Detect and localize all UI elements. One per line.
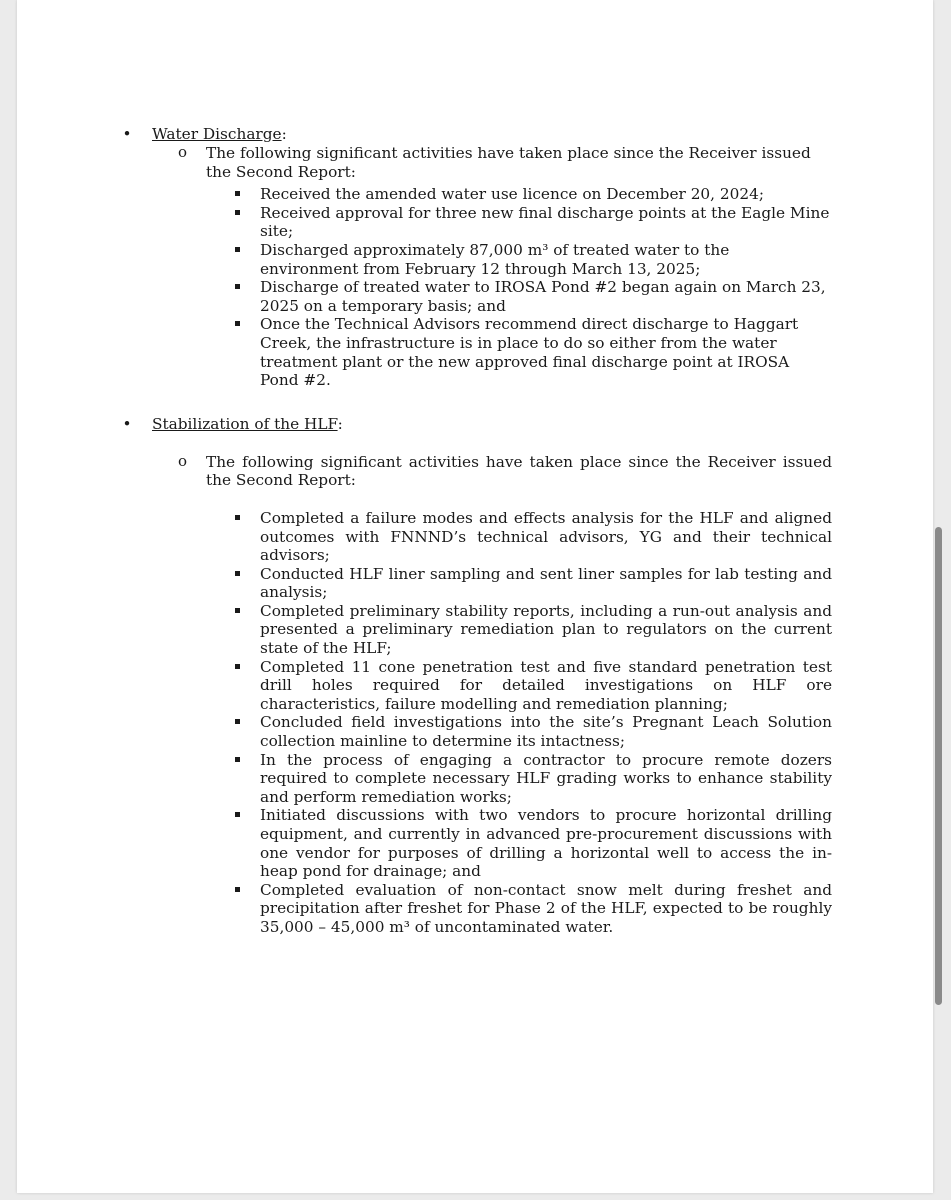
list-item <box>260 315 832 389</box>
square-bullet-icon <box>235 321 240 326</box>
bullet-icon: • <box>122 414 132 433</box>
square-bullet-icon <box>235 719 240 724</box>
heading-colon: : <box>281 125 287 143</box>
list-item <box>260 278 832 315</box>
square-bullet-icon <box>235 757 240 762</box>
square-bullet-icon <box>235 571 240 576</box>
list-item <box>260 602 832 658</box>
list-item-text: Completed a failure modes and effects analysis for the HLF and aligned outcomes with FNNND’s technical advisors, YG and their technical advisors; <box>260 508 832 565</box>
list-item-text: Completed preliminary stability reports, including a run-out analysis and presented a preliminary remediation plan to regulators on the current state of the HLF; <box>260 601 832 658</box>
subitem <box>178 451 832 937</box>
section-water-discharge <box>122 125 832 390</box>
square-bullet-icon <box>235 191 240 196</box>
circle-bullet-icon: o <box>178 451 188 470</box>
section-spacer <box>152 390 832 415</box>
subitem-intro: The following significant activities have taken place since the Receiver issued the Second Report: <box>206 452 832 490</box>
section-hlf-stabilization <box>122 414 832 937</box>
vertical-scrollbar[interactable] <box>935 527 942 1005</box>
square-bullet-icon <box>235 664 240 669</box>
subitem-intro: The following significant activities have taken place since the Receiver issued the Second Report: <box>206 144 811 181</box>
section-heading: Water Discharge <box>152 125 282 143</box>
list-item-text: In the process of engaging a contractor to procure remote dozers required to complete necessary HLF grading works to enhance stability and perform remediation works; <box>260 750 832 806</box>
activity-list <box>260 185 832 390</box>
section-heading-row <box>122 125 832 144</box>
section-heading-row <box>122 414 832 434</box>
list-item-text: Completed evaluation of non-contact snow melt during freshet and precipitation after freshet for Phase 2 of the HLF, expected to be roughly 35,000 – 45,000 m³ of uncontaminated water. <box>260 880 832 936</box>
section-heading: Stabilization of the HLF <box>152 414 338 433</box>
list-item-text: Received the amended water use licence on December 20, 2024; <box>260 185 764 204</box>
list-item <box>260 204 832 241</box>
heading-colon: : <box>337 414 343 433</box>
square-bullet-icon <box>235 515 240 520</box>
list-item <box>260 751 832 807</box>
square-bullet-icon <box>235 887 240 892</box>
list-item <box>260 713 832 750</box>
list-item <box>260 509 832 565</box>
list-item-text: Completed 11 cone penetration test and five standard penetration test drill holes required for detailed investigations on HLF ore characteristics, failure modelling and remediation planning; <box>260 657 832 713</box>
list-item <box>260 565 832 602</box>
list-item <box>260 658 832 714</box>
square-bullet-icon <box>235 247 240 252</box>
list-item-text: Concluded field investigations into the site’s Pregnant Leach Solution collection mainline to determine its intactness; <box>260 713 832 751</box>
square-bullet-icon <box>235 608 240 613</box>
list-item-text: Discharged approximately 87,000 m³ of treated water to the environment from February 12 through March 13, 2025; <box>260 240 730 278</box>
square-bullet-icon <box>235 210 240 215</box>
list-item-text: Conducted HLF liner sampling and sent liner samples for lab testing and analysis; <box>260 564 832 602</box>
bullet-icon: • <box>122 125 132 143</box>
activity-list <box>260 509 832 937</box>
list-item-text: Initiated discussions with two vendors to procure horizontal drilling equipment, and currently in advanced pre-procurement discussions with one vendor for purposes of drilling a horizontal well to access the in-heap pond for drainage; and <box>260 806 832 881</box>
list-item-text: Once the Technical Advisors recommend direct discharge to Haggart Creek, the infrastructure is in place to do so either from the water treatment plant or the new approved final discharge point at IROSA Pond #2. <box>260 315 799 390</box>
square-bullet-icon <box>235 812 240 817</box>
square-bullet-icon <box>235 284 240 289</box>
circle-bullet-icon: o <box>178 143 188 161</box>
list-item <box>260 881 832 937</box>
list-item <box>260 241 832 278</box>
list-item-text: Received approval for three new final discharge points at the Eagle Mine site; <box>260 203 830 241</box>
list-item-text: Discharge of treated water to IROSA Pond #2 began again on March 23, 2025 on a temporary basis; and <box>260 278 826 315</box>
subitem <box>178 143 832 390</box>
document-content <box>122 125 832 937</box>
list-item <box>260 185 832 204</box>
list-item <box>260 806 832 880</box>
